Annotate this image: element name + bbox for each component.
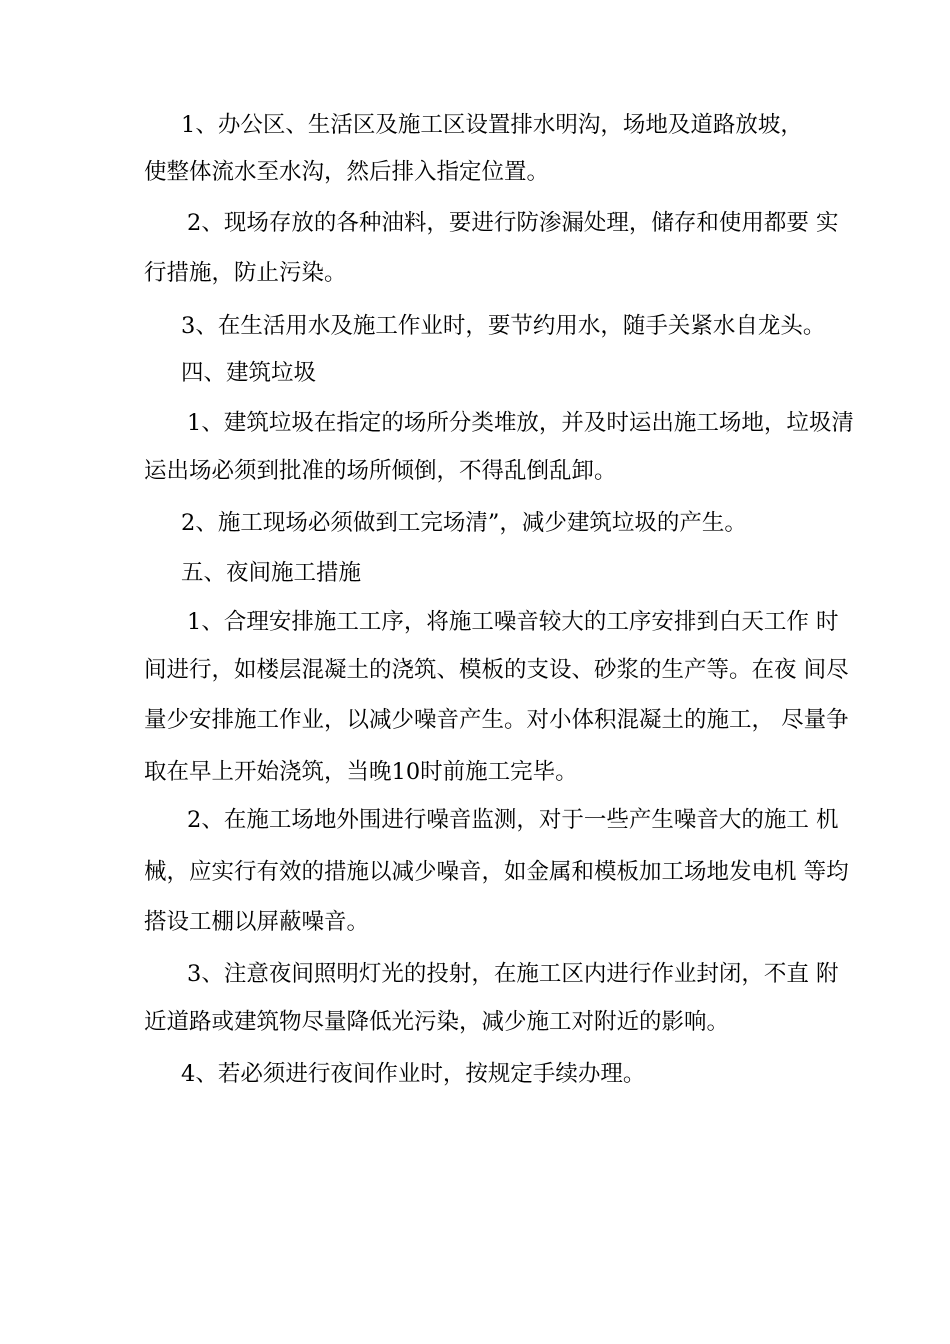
text-line: 行措施，防止污染。 xyxy=(144,260,347,286)
section-heading: 四、建筑垃圾 xyxy=(181,360,317,386)
text-line: 2、施工现场必须做到工完场清”，减少建筑垃圾的产生。 xyxy=(181,510,747,536)
text-line: 近道路或建筑物尽量降低光污染，减少施工对附近的影响。 xyxy=(144,1009,730,1035)
text-line: 1、办公区、生活区及施工区设置排水明沟，场地及道路放坡， xyxy=(181,112,803,138)
text-line: 4、若必须进行夜间作业时，按规定手续办理。 xyxy=(181,1061,646,1087)
section-heading: 五、夜间施工措施 xyxy=(181,560,362,586)
text-line: 间进行，如楼层混凝土的浇筑、模板的支设、砂浆的生产等。在夜 间尽 xyxy=(144,657,849,683)
text-line: 量少安排施工作业，以减少噪音产生。对小体积混凝土的施工， 尽量争 xyxy=(144,707,849,733)
text-line: 3、在生活用水及施工作业时，要节约用水，随手关紧水自龙头。 xyxy=(181,313,826,339)
text-line: 1、合理安排施工工序，将施工噪音较大的工序安排到白天工作 时 xyxy=(187,609,839,635)
text-line: 3、注意夜间照明灯光的投射，在施工区内进行作业封闭，不直 附 xyxy=(187,961,839,987)
text-line: 运出场必须到批准的场所倾倒，不得乱倒乱卸。 xyxy=(144,458,617,484)
text-line: 械，应实行有效的措施以减少噪音，如金属和模板加工场地发电机 等均 xyxy=(144,859,849,885)
text-line: 搭设工棚以屏蔽噪音。 xyxy=(144,909,370,935)
text-line: 取在早上开始浇筑，当晚10时前施工完毕。 xyxy=(144,759,578,785)
text-line: 2、在施工场地外围进行噪音监测，对于一些产生噪音大的施工 机 xyxy=(187,807,839,833)
text-line: 2、现场存放的各种油料，要进行防渗漏处理，储存和使用都要 实 xyxy=(187,210,839,236)
text-line: 1、建筑垃圾在指定的场所分类堆放，并及时运出施工场地，垃圾清 xyxy=(187,410,854,436)
text-line: 使整体流水至水沟，然后排入指定位置。 xyxy=(144,159,550,185)
